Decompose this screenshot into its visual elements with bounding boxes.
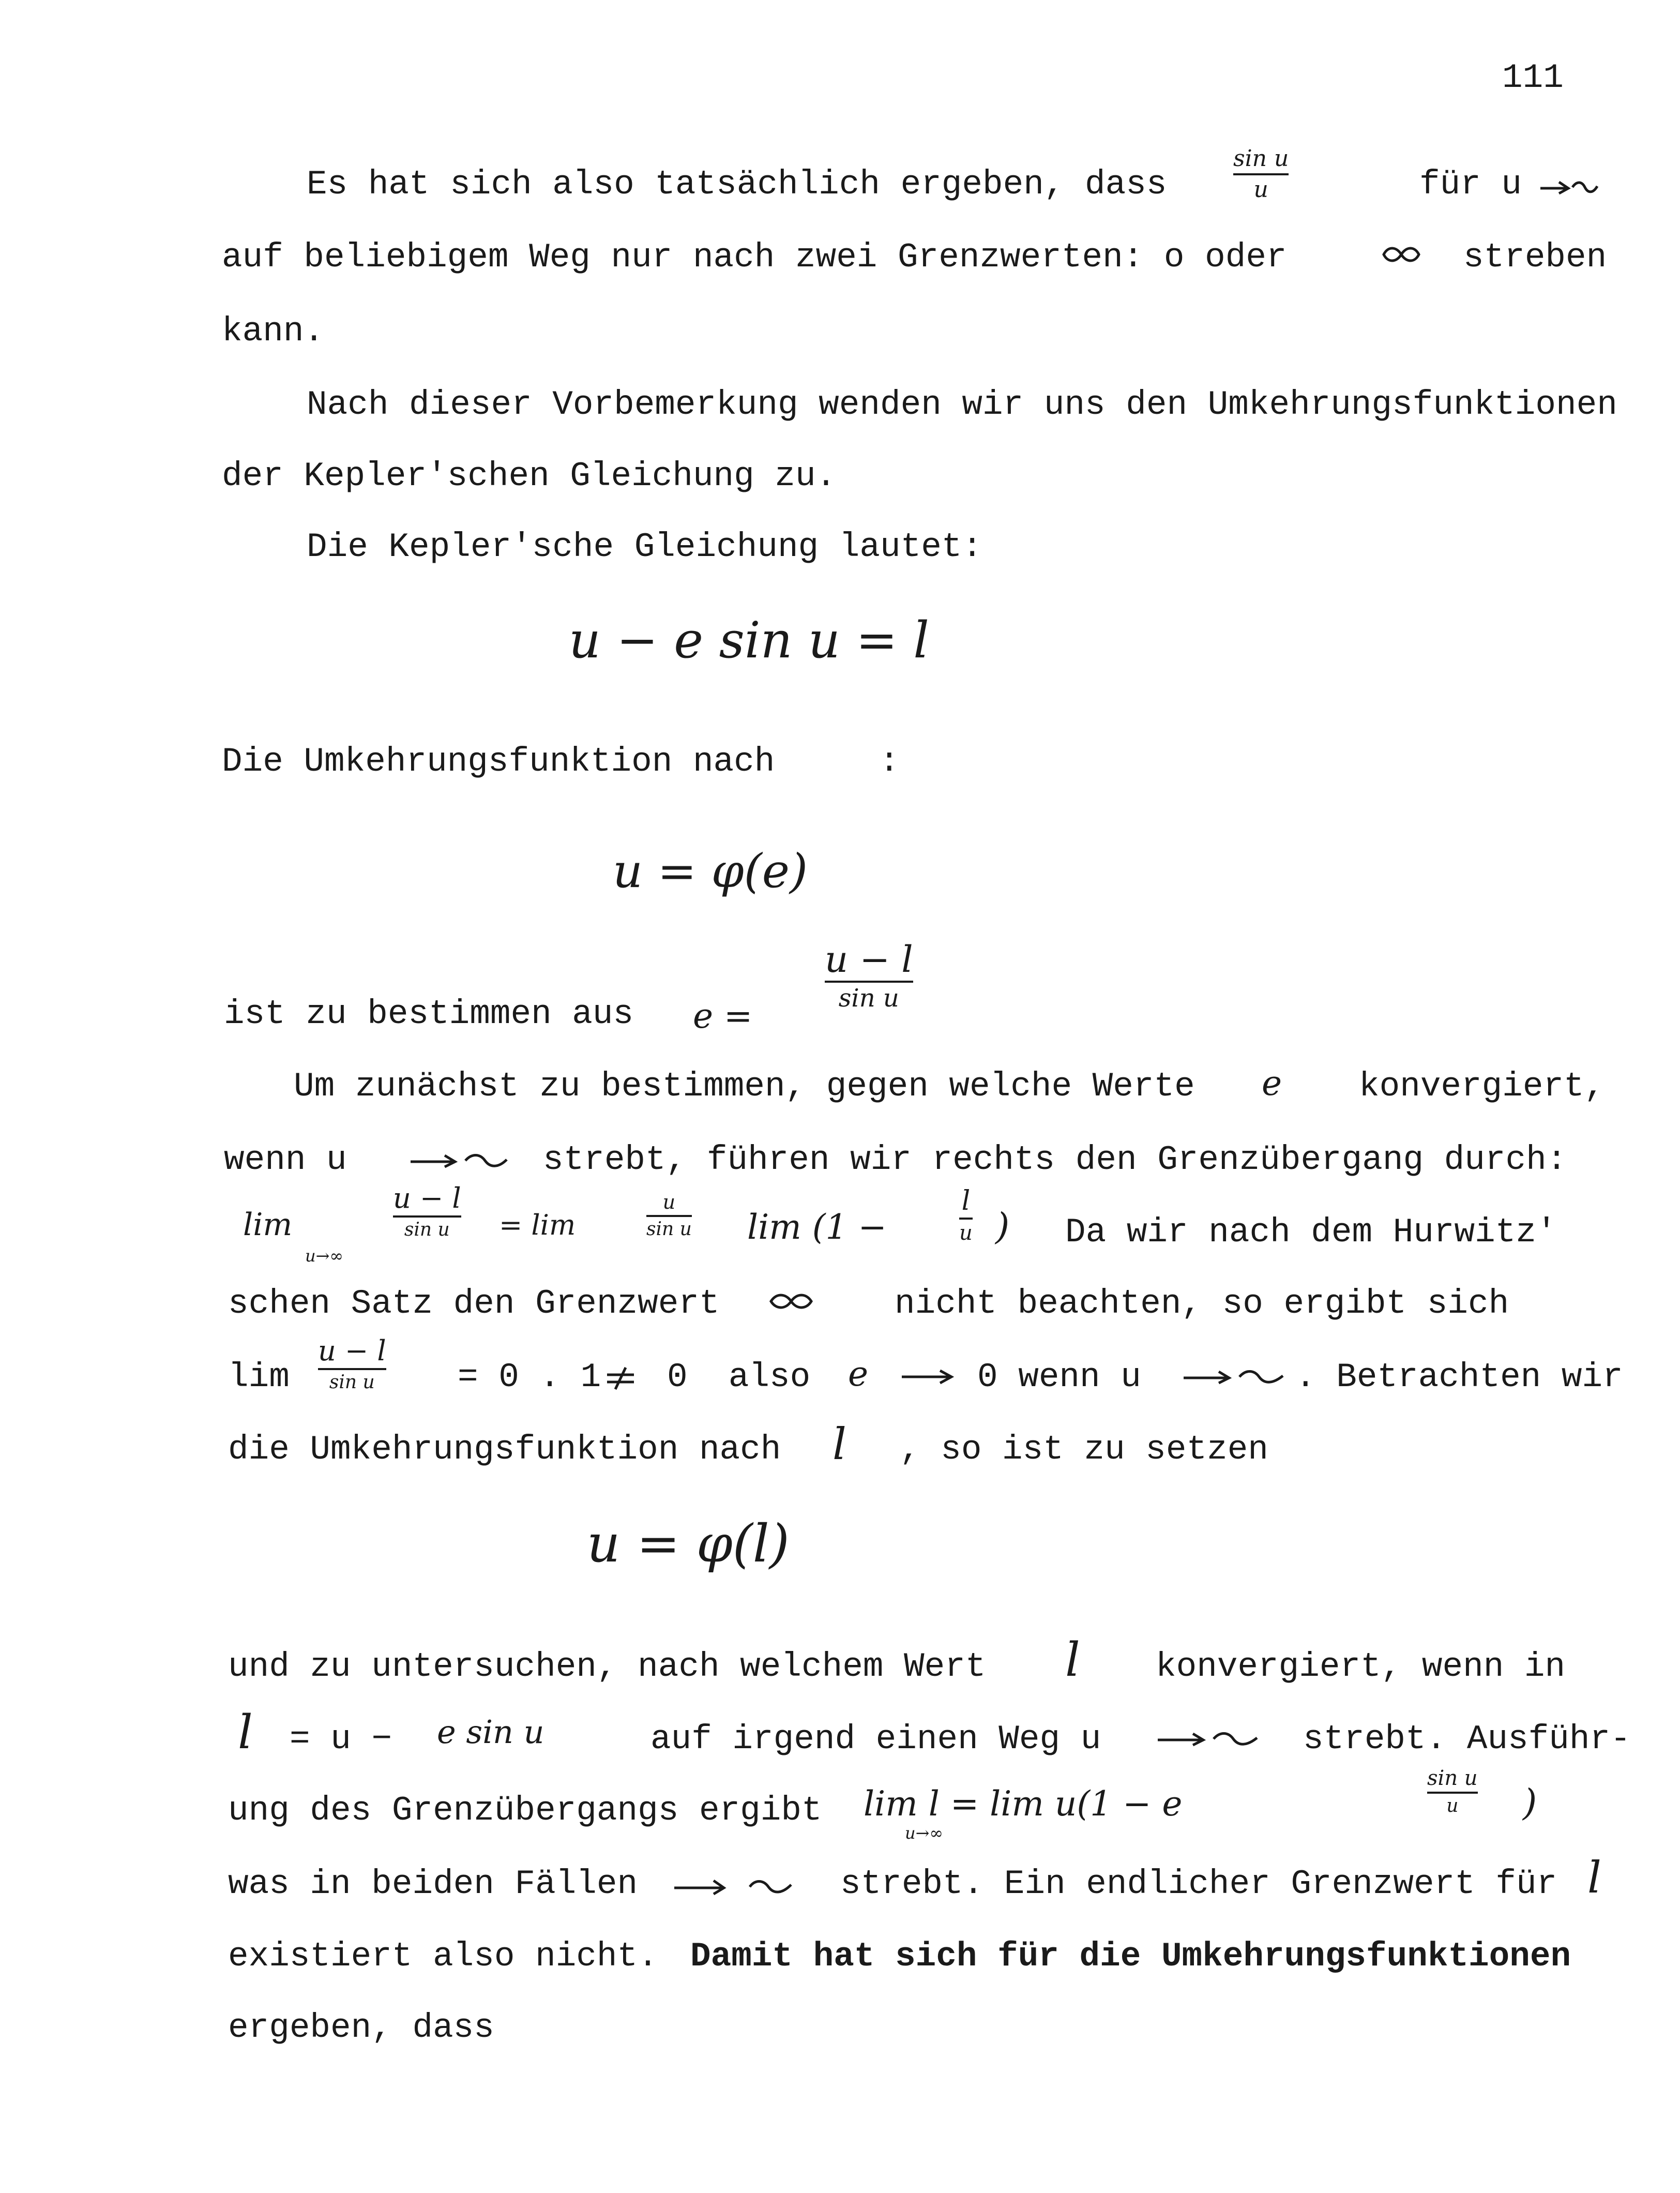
fraction-numerator: u − l [825, 938, 913, 981]
limit-close: ) [995, 1205, 1010, 1248]
fraction-denominator: sin u [838, 984, 899, 1013]
arrow-icon [1182, 1365, 1290, 1386]
para5-line4-text: schen Satz den Grenzwert [228, 1284, 720, 1323]
not-equal-icon [605, 1365, 636, 1391]
fraction-denominator: sin u [404, 1219, 450, 1240]
fraction-bar [393, 1215, 461, 1218]
infinity-icon [1381, 244, 1422, 265]
fraction-bar [1427, 1792, 1478, 1794]
limit-fraction-2 [646, 1192, 692, 1239]
para6-line3-fraction [1427, 1768, 1478, 1815]
para1-line1-text: Es hat sich also tatsächlich ergeben, dass [307, 165, 1167, 204]
para5-line1-text: Um zunächst zu bestimmen, gegen welche Werte [294, 1067, 1195, 1106]
infinity-icon [768, 1291, 814, 1312]
para4-eq-lhs: e = [693, 996, 753, 1036]
fraction-numerator: sin u [1233, 145, 1289, 172]
page-number: 111 [1502, 58, 1564, 97]
para4-line1-colon: : [879, 742, 900, 781]
para6-line6: ergeben, dass [228, 2008, 494, 2047]
arrow-icon [1538, 176, 1600, 197]
para5-line2-text: wenn u [224, 1140, 347, 1179]
limit-fraction-1 [393, 1184, 461, 1239]
fraction-denominator: sin u [646, 1219, 692, 1240]
fraction-bar [825, 981, 913, 983]
para6-line3-sub: u→∞ [905, 1823, 944, 1843]
para1-line2-text: auf beliebigem Weg nur nach zwei Grenzwerten: o oder [222, 238, 1287, 277]
para6-line4-end: strebt. Ein endlicher Grenzwert für [840, 1865, 1557, 1903]
para5-line5-e: . Betrachten wir [1295, 1358, 1623, 1396]
limit-subscript: u→∞ [305, 1246, 344, 1266]
para6-line5-text: existiert also nicht. [228, 1937, 658, 1976]
para6-line3-close: ) [1523, 1781, 1537, 1824]
para5-line5-lim: lim [228, 1358, 290, 1396]
para2-line1: Nach dieser Vorbemerkung wenden wir uns den Umkehrungsfunktionen [307, 385, 1617, 424]
inverse-equation-l: u = φ(l) [587, 1513, 790, 1574]
fraction-numerator: u − l [318, 1334, 386, 1367]
para3-line1: Die Kepler'sche Gleichung lautet: [307, 528, 983, 566]
para6-line1-end: konvergiert, wenn in [1156, 1647, 1566, 1686]
fraction-bar [959, 1218, 973, 1220]
para5-line6-text: die Umkehrungsfunktion nach [228, 1430, 781, 1469]
fraction-denominator: sin u [329, 1372, 375, 1393]
para5-line6-var: l [833, 1419, 846, 1469]
arrow-icon [408, 1149, 512, 1170]
para6-line4-var: l [1587, 1852, 1601, 1903]
para5-line1-var: e [1262, 1063, 1282, 1103]
para5-line5-c: 0 also [667, 1358, 811, 1396]
fraction-denominator: u [1446, 1795, 1459, 1816]
para6-line2-b: auf irgend einen Weg u [650, 1720, 1101, 1759]
para6-line2-lhs: l [238, 1705, 253, 1760]
para6-line2-hw: e sin u [437, 1713, 544, 1751]
para1-line1-end: für u [1419, 165, 1522, 204]
limit-1: lim [243, 1207, 293, 1243]
para1-line2-end: streben [1463, 238, 1607, 277]
para6-line3-text: ung des Grenzübergangs ergibt [228, 1791, 822, 1830]
para5-line5-var: e [848, 1354, 869, 1394]
arrow-icon [672, 1872, 801, 1898]
para6-line2-c: strebt. Ausführ- [1303, 1720, 1631, 1759]
arrow-icon [900, 1365, 957, 1386]
fraction-numerator: l [961, 1185, 971, 1216]
limit-equals: = lim [499, 1209, 576, 1241]
para6-line3-lim: lim l = lim u(1 − e [864, 1784, 1183, 1824]
limit-fraction-3 [959, 1185, 973, 1245]
para2-line2: der Kepler'schen Gleichung zu. [222, 457, 837, 495]
fraction-numerator: sin u [1427, 1766, 1478, 1790]
para5-line6-end: , so ist zu setzen [900, 1430, 1268, 1469]
para4-line2-text: ist zu bestimmen aus [224, 995, 634, 1033]
limit-3: lim (1 − [747, 1207, 887, 1247]
para6-line4-text: was in beiden Fällen [228, 1865, 638, 1903]
para6-line1-text: und zu untersuchen, nach welchem Wert [228, 1647, 986, 1686]
para6-line1-var: l [1065, 1633, 1080, 1687]
para5-line1-end: konvergiert, [1359, 1067, 1605, 1106]
para1-fraction [1233, 147, 1289, 201]
para5-line5-b: = 0 . 1 [458, 1358, 601, 1396]
para5-line3-text: Da wir nach dem Hurwitz' [1065, 1213, 1557, 1252]
inverse-equation-e: u = φ(e) [613, 844, 808, 898]
fraction-denominator: u [1253, 176, 1268, 203]
fraction-numerator: u [662, 1191, 676, 1213]
para5-line2-end: strebt, führen wir rechts den Grenzübergang durch: [543, 1140, 1567, 1179]
fraction-bar [646, 1215, 692, 1217]
fraction-numerator: u − l [393, 1182, 461, 1214]
fraction-bar [318, 1368, 386, 1370]
fraction-denominator: u [959, 1221, 973, 1245]
para1-line3: kann. [222, 312, 325, 351]
kepler-equation: u − e sin u = l [569, 611, 929, 669]
fraction-bar [1233, 173, 1289, 175]
para6-line2-a: = u − [290, 1720, 392, 1759]
para4-fraction [825, 938, 913, 1013]
para5-line5-d: 0 wenn u [977, 1358, 1141, 1396]
para6-line5-bold: Damit hat sich für die Umkehrungsfunktionen [690, 1937, 1571, 1976]
para5-line5-fraction [318, 1334, 386, 1393]
arrow-icon [1156, 1728, 1264, 1748]
para5-line4-end: nicht beachten, so ergibt sich [895, 1284, 1509, 1323]
para4-line1-text: Die Umkehrungsfunktion nach [222, 742, 775, 781]
